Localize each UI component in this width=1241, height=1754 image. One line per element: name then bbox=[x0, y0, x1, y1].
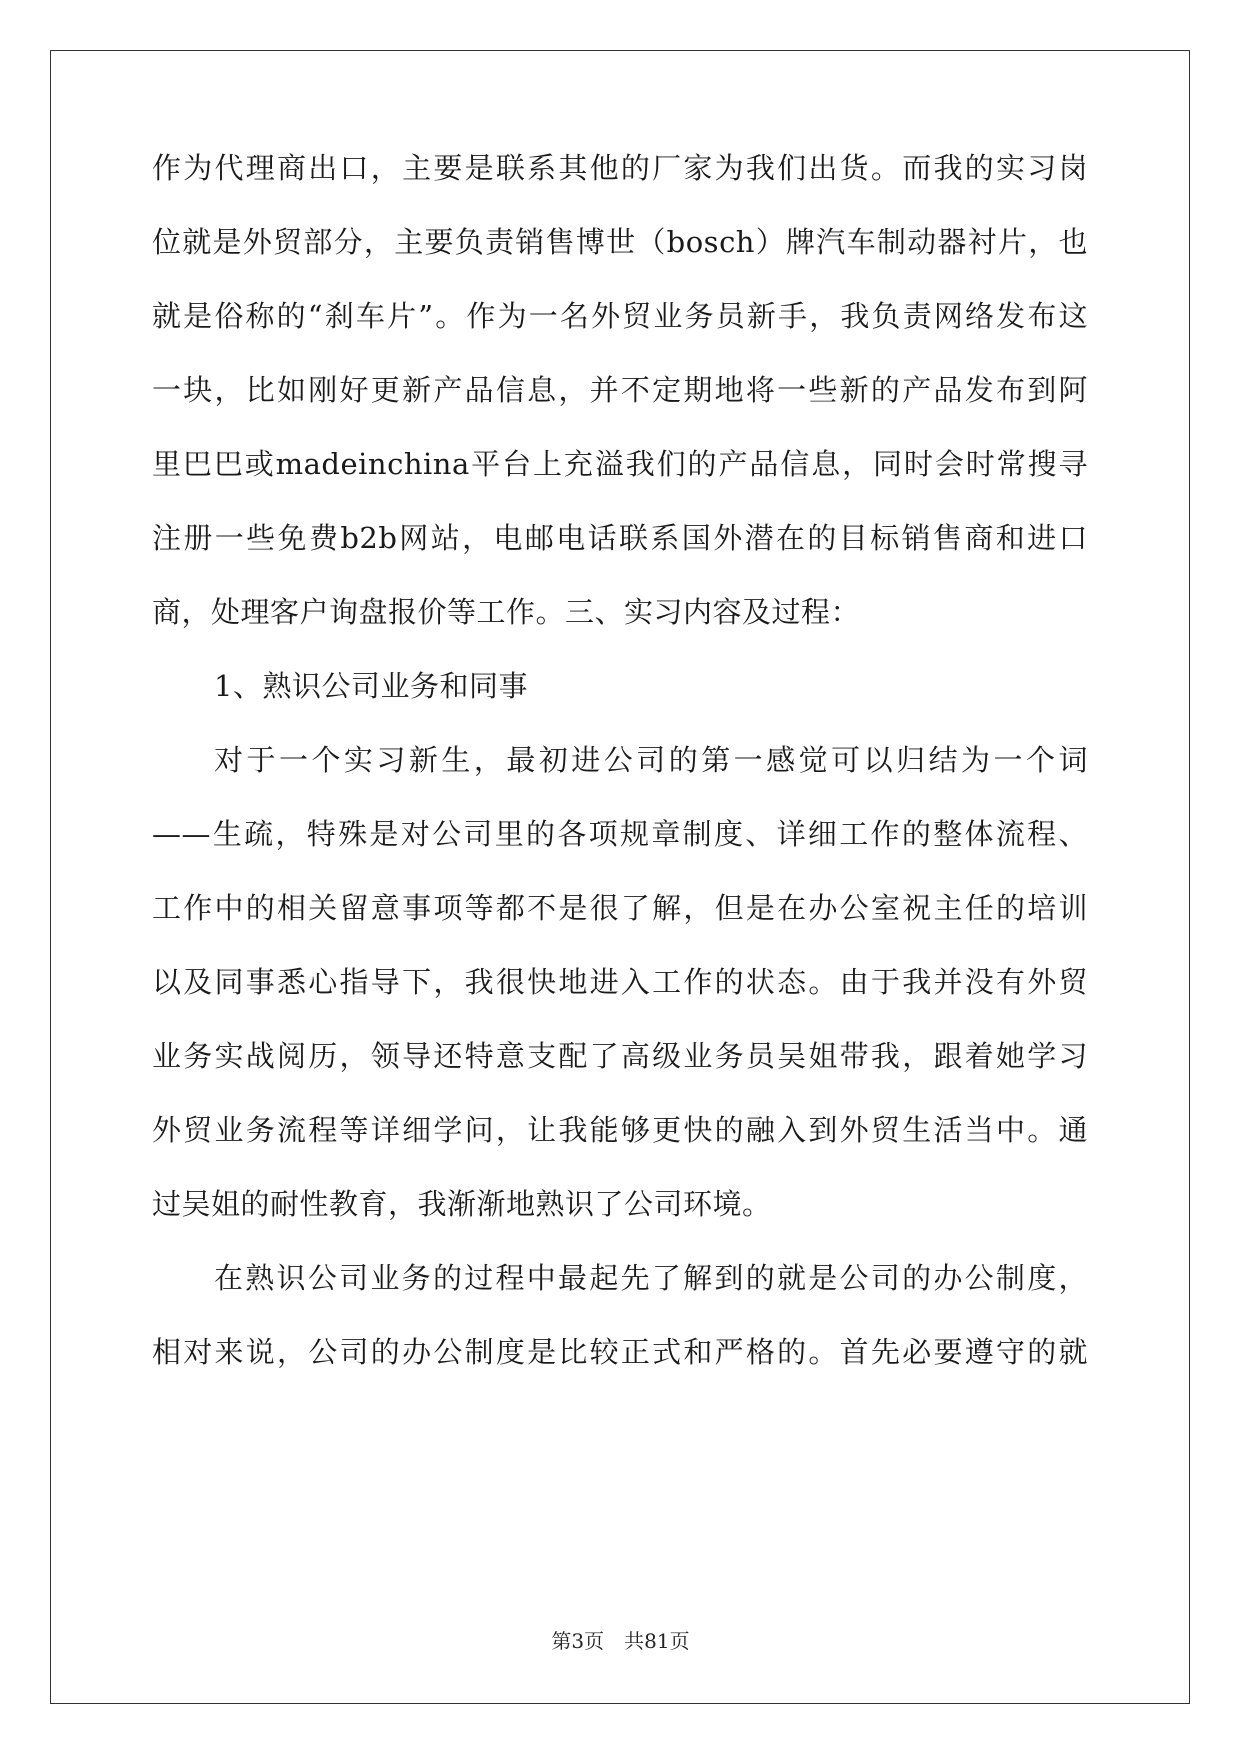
text-line: 对于一个实习新生，最初进公司的第一感觉可以归结为一个词 bbox=[214, 743, 1088, 777]
page-number-footer: 第3页 共81页 bbox=[551, 1629, 690, 1653]
text-line: 在熟识公司业务的过程中最起先了解到的就是公司的办公制度， bbox=[214, 1261, 1088, 1295]
text-line: 就是俗称的“刹车片”。作为一名外贸业务员新手，我负责网络发布这 bbox=[152, 299, 1088, 333]
text-line: 位就是外贸部分，主要负责销售博世（bosch）牌汽车制动器衬片，也 bbox=[152, 225, 1088, 259]
text-line: 外贸业务流程等详细学问，让我能够更快的融入到外贸生活当中。通 bbox=[152, 1113, 1088, 1147]
text-line: 里巴巴或madeinchina平台上充溢我们的产品信息，同时会时常搜寻 bbox=[152, 447, 1088, 481]
text-line: 作为代理商出口，主要是联系其他的厂家为我们出货。而我的实习岗 bbox=[152, 151, 1088, 185]
text-line: 商，处理客户询盘报价等工作。三、实习内容及过程： bbox=[152, 595, 861, 629]
text-line: 注册一些免费b2b网站，电邮电话联系国外潜在的目标销售商和进口 bbox=[152, 521, 1088, 555]
text-line: 以及同事悉心指导下，我很快地进入工作的状态。由于我并没有外贸 bbox=[152, 965, 1088, 999]
text-line: 一块，比如刚好更新产品信息，并不定期地将一些新的产品发布到阿 bbox=[152, 373, 1088, 407]
section-heading: 1、熟识公司业务和同事 bbox=[214, 669, 528, 703]
text-line: 业务实战阅历，领导还特意支配了高级业务员吴姐带我，跟着她学习 bbox=[152, 1039, 1088, 1073]
text-line: ——生疏，特殊是对公司里的各项规章制度、详细工作的整体流程、 bbox=[152, 817, 1088, 851]
text-line: 工作中的相关留意事项等都不是很了解，但是在办公室祝主任的培训 bbox=[152, 891, 1088, 925]
text-line: 过吴姐的耐性教育，我渐渐地熟识了公司环境。 bbox=[152, 1187, 772, 1221]
text-line: 相对来说，公司的办公制度是比较正式和严格的。首先必要遵守的就 bbox=[152, 1335, 1088, 1369]
